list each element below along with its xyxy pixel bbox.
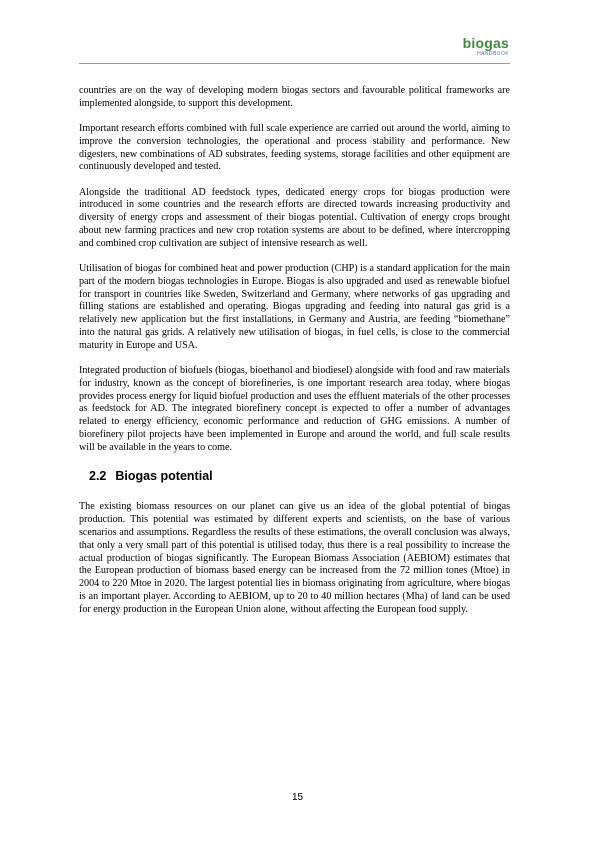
section-title: Biogas potential: [115, 469, 213, 484]
logo-title: biogas: [462, 35, 509, 51]
paragraph: Utilisation of biogas for combined heat and power production (CHP) is a standard application for the main part of the modern biogas technologies in Europe. Biogas is also upgraded and used as renewable biofuel for transport in countries like Sweden, Switzerland and Germany, where networks of gas upgrading and filling stations are established and operating. Biogas upgrading and feeding into natural gas grid is a relatively new application but the first installations, in Germany and Austria, are feeding “biomethane” into the natural gas grids. A relatively new utilisation of biogas, in fuel cells, is close to the commercial maturity in Europe and USA.: [79, 262, 510, 351]
logo-subtitle: HANDBOOK: [477, 51, 509, 57]
paragraph: countries are on the way of developing modern biogas sectors and favourable political frameworks are implemented alongside, to support this development.: [79, 85, 510, 109]
section-number: 2.2: [89, 469, 107, 484]
page-body: [79, 85, 510, 629]
biogas-handbook-logo: [463, 36, 509, 58]
paragraph: Alongside the traditional AD feedstock types, dedicated energy crops for biogas production were introduced in some countries and the research efforts are directed towards increasing productivity and diversity of energy crops and assessment of their biogas potential. Cultivation of energy crops brought about new farming practices and new crop rotation systems are about to be defined, where intercropping and combined crop cultivation are subject of intensive research as well.: [79, 186, 510, 249]
page-number: 15: [291, 792, 304, 803]
paragraph: Important research efforts combined with full scale experience are carried out around the world, aiming to improve the conversion technologies, the operational and process stability and performance. New digesters, new combinations of AD substrates, feeding systems, storage facilities and other equipment are continuously developed and tested.: [79, 122, 510, 173]
paragraph: The existing biomass resources on our planet can give us an idea of the global potential of biogas production. This potential was estimated by different experts and scientists, on the base of various scenarios and assumptions. Regardless the results of these estimations, the overall conclusion was always, that only a very small part of this potential is utilised today, thus there is a real possibility to increase the actual production of biogas significantly. The European Biomass Association (AEBIOM) estimates that the European production of biomass based energy can be increased from the 72 million tones (Mtoe) in 2004 to 220 Mtoe in 2020. The largest potential lies in biomass originating from agriculture, where biogas is an important player. According to AEBIOM, up to 20 to 40 million hectares (Mha) of land can be used for energy production in the European Union alone, without affecting the European food supply.: [79, 501, 510, 615]
section-heading: [89, 468, 510, 484]
header-divider: [79, 63, 510, 64]
paragraph: Integrated production of biofuels (biogas, bioethanol and biodiesel) alongside with food and raw materials for industry, known as the concept of biorefineries, is one important research area today, where biogas provides process energy for liquid biofuel production and uses the effluent materials of the other processes as feedstock for AD. The integrated biorefinery concept is expected to offer a number of advantages related to energy efficiency, economic performance and reduction of GHG emissions. A number of biorefinery pilot projects have been implemented in Europe and around the world, and full scale results will be available in the years to come.: [79, 364, 510, 453]
